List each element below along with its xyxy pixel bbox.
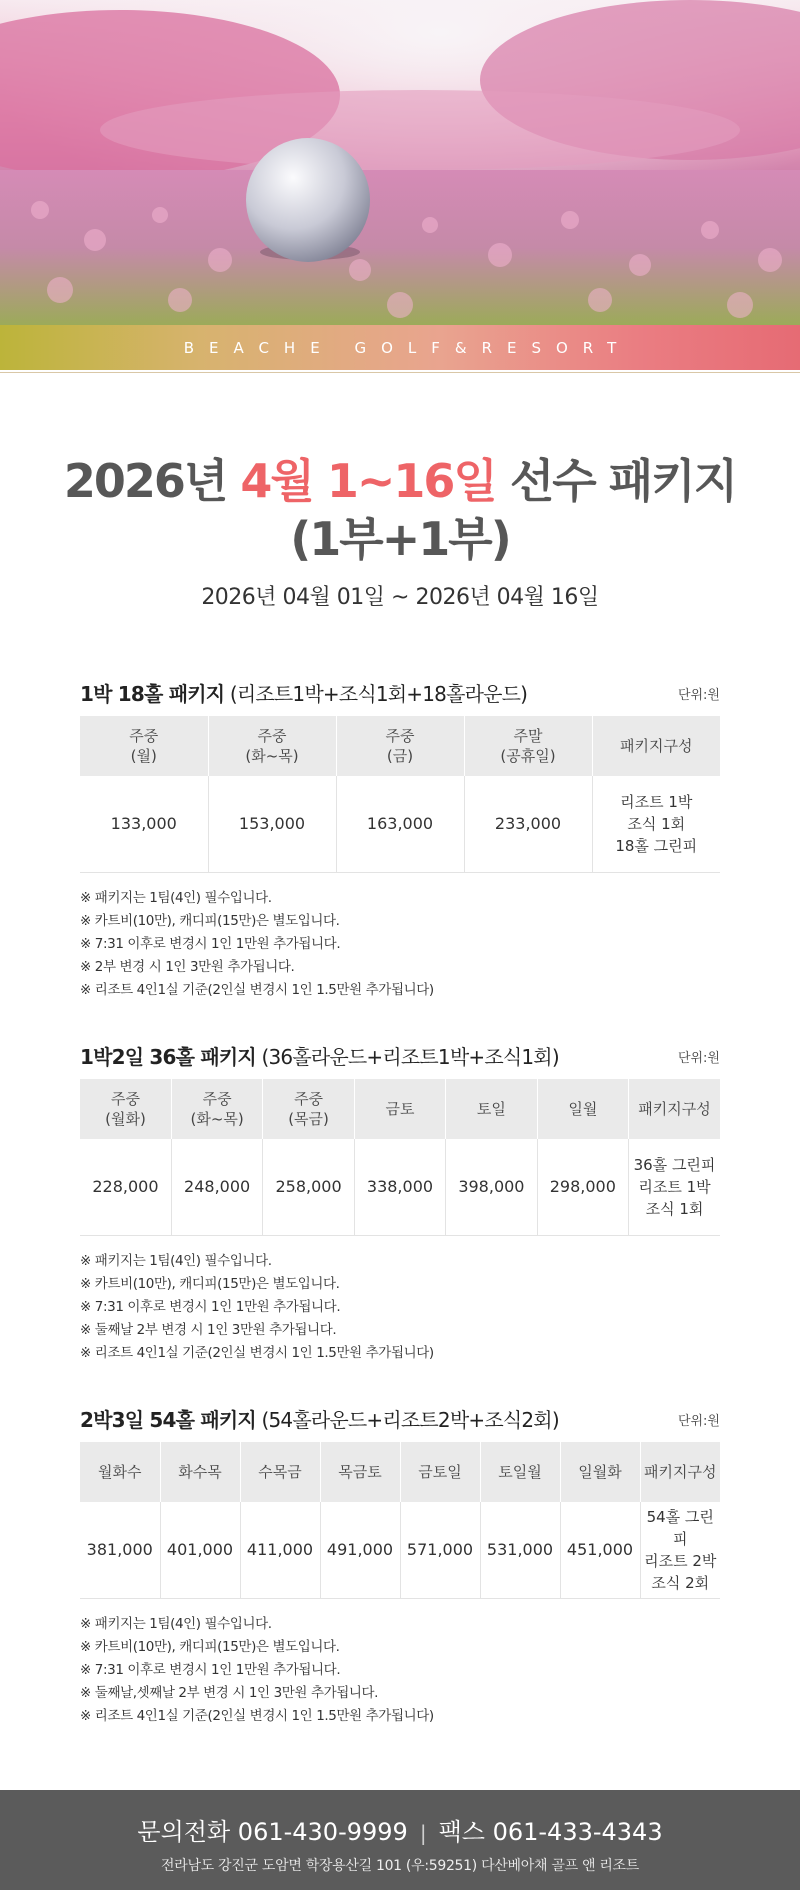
note-item: ※ 7:31 이후로 변경시 1인 1만원 추가됩니다.	[80, 1298, 341, 1315]
price-cell: 338,000	[354, 1139, 445, 1235]
price-table	[80, 1079, 720, 1236]
package-section-3	[80, 1404, 720, 1728]
unit-label: 단위:원	[677, 1414, 720, 1429]
note-item: ※ 카트비(10만), 캐디피(15만)은 별도입니다.	[80, 912, 340, 929]
note-item: ※ 7:31 이후로 변경시 1인 1만원 추가됩니다.	[80, 1661, 341, 1678]
price-cell: 381,000	[80, 1502, 160, 1598]
fax-number: 061-433-4343	[492, 1818, 663, 1846]
package-header	[80, 1404, 720, 1434]
table-header: 주중 (목금)	[263, 1079, 354, 1139]
unit-label: 단위:원	[677, 688, 720, 703]
note-item: ※ 2부 변경 시 1인 3만원 추가됩니다.	[80, 958, 295, 975]
separator: |	[419, 1821, 427, 1845]
price-cell: 411,000	[240, 1502, 320, 1598]
hero-image	[0, 0, 800, 325]
package-name: 2박3일 54홀 패키지	[80, 1408, 256, 1432]
table-header: 목금토	[320, 1442, 400, 1502]
package-section-1	[80, 678, 720, 1002]
price-cell: 571,000	[400, 1502, 480, 1598]
package-detail: (54홀라운드+리조트2박+조식2회)	[255, 1408, 559, 1432]
table-header: 주중 (월)	[80, 716, 208, 776]
page-title	[0, 452, 800, 510]
note-item: ※ 카트비(10만), 캐디피(15만)은 별도입니다.	[80, 1275, 340, 1292]
page-title-block	[0, 452, 800, 611]
price-cell: 153,000	[208, 776, 336, 872]
table-row	[80, 776, 720, 872]
table-header-row	[80, 716, 720, 776]
package-detail: (36홀라운드+리조트1박+조식1회)	[255, 1045, 559, 1069]
date-range: 2026년 04월 01일 ~ 2026년 04월 16일	[201, 585, 599, 610]
table-header: 주중 (화~목)	[208, 716, 336, 776]
composition-cell: 36홀 그린피 리조트 1박 조식 1회	[629, 1139, 720, 1235]
note-item: ※ 리조트 4인1실 기준(2인실 변경시 1인 1.5만원 추가됩니다)	[80, 1344, 434, 1361]
table-header: 주중 (화~목)	[171, 1079, 262, 1139]
table-header: 월화수	[80, 1442, 160, 1502]
title-prefix: 2026년	[63, 454, 241, 508]
brand-name: BEACHE GOLF&RESORT	[183, 338, 632, 357]
table-header: 일월	[537, 1079, 628, 1139]
table-header-row	[80, 1079, 720, 1139]
price-cell: 398,000	[446, 1139, 537, 1235]
composition-cell: 리조트 1박 조식 1회 18홀 그린피	[592, 776, 720, 872]
brand-band	[0, 325, 800, 370]
package-name: 1박 18홀 패키지	[80, 682, 225, 706]
note-item: ※ 리조트 4인1실 기준(2인실 변경시 1인 1.5만원 추가됩니다)	[80, 1707, 434, 1724]
price-table	[80, 716, 720, 873]
price-cell: 531,000	[480, 1502, 560, 1598]
price-cell: 228,000	[80, 1139, 171, 1235]
fax-label: 팩스	[438, 1818, 485, 1846]
package-name: 1박2일 36홀 패키지	[80, 1045, 256, 1069]
package-title	[80, 1041, 720, 1070]
price-cell: 298,000	[537, 1139, 628, 1235]
price-cell: 248,000	[171, 1139, 262, 1235]
note-item: ※ 7:31 이후로 변경시 1인 1만원 추가됩니다.	[80, 935, 341, 952]
table-header: 화수목	[160, 1442, 240, 1502]
note-item: ※ 둘째날,셋째날 2부 변경 시 1인 3만원 추가됩니다.	[80, 1684, 379, 1701]
table-header-row	[80, 1442, 720, 1502]
note-item: ※ 패키지는 1팀(4인) 필수입니다.	[80, 889, 272, 906]
table-header: 패키지구성	[629, 1079, 720, 1139]
price-table	[80, 1442, 720, 1599]
price-cell: 451,000	[560, 1502, 640, 1598]
table-header: 토일월	[480, 1442, 560, 1502]
price-cell: 491,000	[320, 1502, 400, 1598]
table-header: 수목금	[240, 1442, 320, 1502]
price-cell: 401,000	[160, 1502, 240, 1598]
table-header: 일월화	[560, 1442, 640, 1502]
unit-label: 단위:원	[677, 1051, 720, 1066]
note-item: ※ 둘째날 2부 변경 시 1인 3만원 추가됩니다.	[80, 1321, 337, 1338]
package-section-2	[80, 1041, 720, 1365]
package-title	[80, 1404, 720, 1433]
price-cell: 258,000	[263, 1139, 354, 1235]
package-title	[80, 678, 720, 707]
phone-number[interactable]: 061-430-9999	[237, 1818, 408, 1846]
address: 전라남도 강진군 도암면 학장용산길 101 (우:59251) 다산베아채 골프 앤 리조트	[161, 1858, 639, 1874]
table-header: 주중 (월화)	[80, 1079, 171, 1139]
note-item: ※ 패키지는 1팀(4인) 필수입니다.	[80, 1615, 272, 1632]
table-header: 주말 (공휴일)	[464, 716, 592, 776]
notes-list	[80, 1613, 720, 1728]
price-cell: 163,000	[336, 776, 464, 872]
table-row	[80, 1502, 720, 1598]
title-accent-dates: 4월 1~16일	[240, 454, 496, 508]
contact-line	[0, 1812, 800, 1847]
price-cell: 233,000	[464, 776, 592, 872]
notes-list	[80, 1250, 720, 1365]
notes-list	[80, 887, 720, 1002]
package-header	[80, 678, 720, 708]
page-subtitle: (1부+1부)	[290, 512, 510, 566]
table-header: 패키지구성	[592, 716, 720, 776]
brand-divider	[0, 372, 800, 373]
hero-illustration	[0, 0, 800, 325]
table-header: 패키지구성	[640, 1442, 720, 1502]
price-cell: 133,000	[80, 776, 208, 872]
phone-label: 문의전화	[137, 1818, 231, 1846]
note-item: ※ 패키지는 1팀(4인) 필수입니다.	[80, 1252, 272, 1269]
note-item: ※ 카트비(10만), 캐디피(15만)은 별도입니다.	[80, 1638, 340, 1655]
composition-cell: 54홀 그린피 리조트 2박 조식 2회	[640, 1502, 720, 1598]
package-detail: (리조트1박+조식1회+18홀라운드)	[224, 682, 528, 706]
table-header: 토일	[446, 1079, 537, 1139]
table-header: 금토	[354, 1079, 445, 1139]
contact-footer	[0, 1790, 800, 1890]
package-header	[80, 1041, 720, 1071]
table-header: 금토일	[400, 1442, 480, 1502]
table-header: 주중 (금)	[336, 716, 464, 776]
note-item: ※ 리조트 4인1실 기준(2인실 변경시 1인 1.5만원 추가됩니다)	[80, 981, 434, 998]
title-suffix: 선수 패키지	[495, 454, 737, 508]
table-row	[80, 1139, 720, 1235]
